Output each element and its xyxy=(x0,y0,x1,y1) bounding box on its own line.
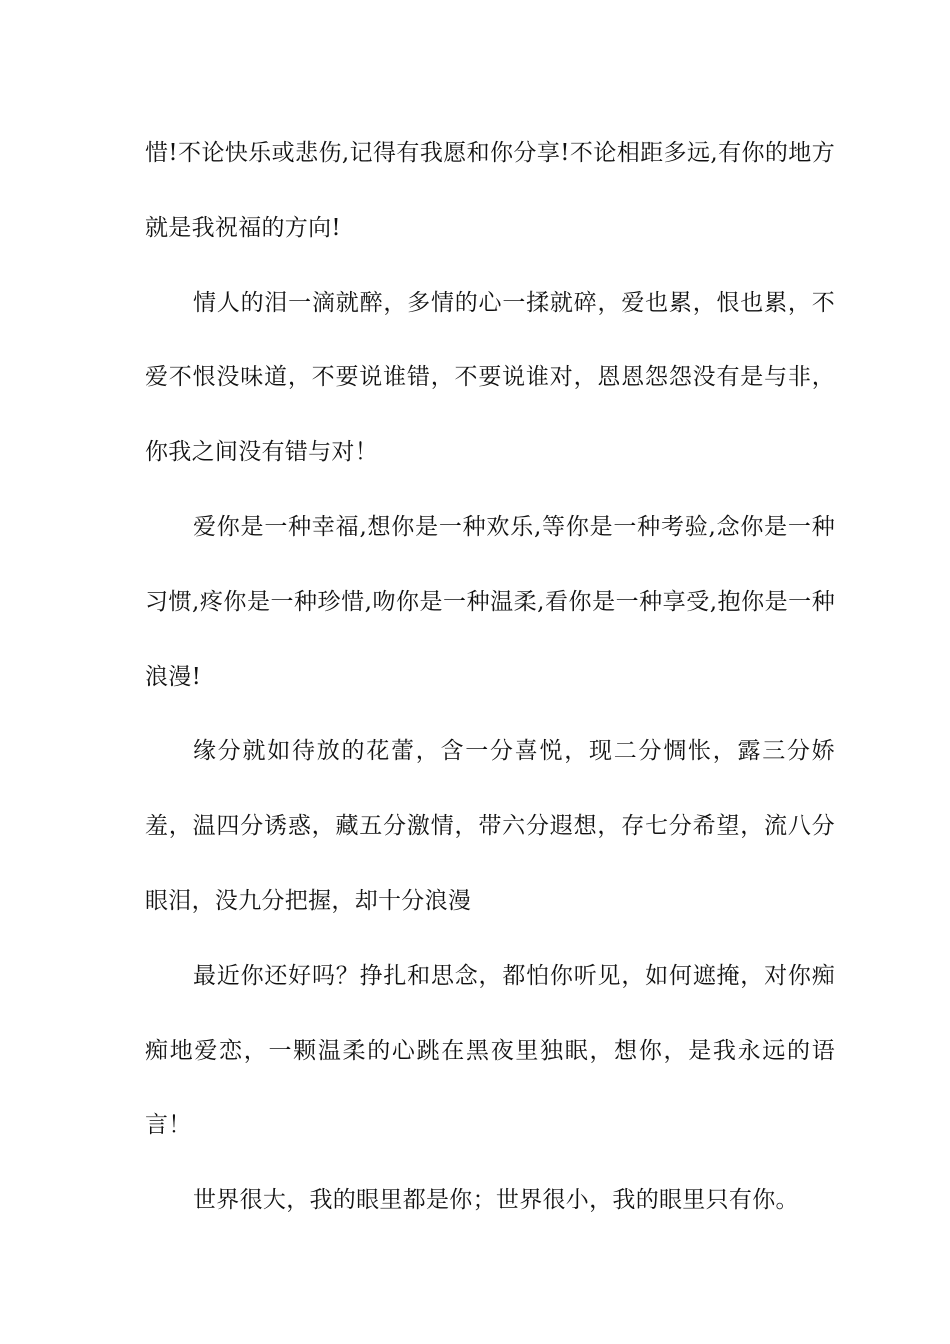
paragraph-2: 情人的泪一滴就醉，多情的心一揉就碎，爱也累，恨也累，不爱不恨没味道，不要说谁错，不要说谁对，恩恩怨怨没有是与非，你我之间没有错与对！ xyxy=(145,289,835,466)
paragraph-3: 爱你是一种幸福,想你是一种欢乐,等你是一种考验,念你是一种习惯,疼你是一种珍惜,吻你是一种温柔,看你是一种享受,抱你是一种浪漫! xyxy=(145,513,835,690)
paragraph-4: 缘分就如待放的花蕾，含一分喜悦，现二分惆怅，露三分娇羞，温四分诱惑，藏五分激情，带六分遐想，存七分希望，流八分眼泪，没九分把握，却十分浪漫 xyxy=(145,738,835,914)
paragraph-1: 惜!不论快乐或悲伤,记得有我愿和你分享!不论相距多远,有你的地方就是我祝福的方向! xyxy=(145,140,835,241)
paragraph-6: 世界很大，我的眼里都是你；世界很小，我的眼里只有你。 xyxy=(193,1187,799,1214)
document-body xyxy=(145,116,835,1238)
paragraph-5: 最近你还好吗？挣扎和思念，都怕你听见，如何遮掩，对你痴痴地爱恋，一颗温柔的心跳在黑夜里独眠，想你，是我永远的语言！ xyxy=(145,962,835,1139)
